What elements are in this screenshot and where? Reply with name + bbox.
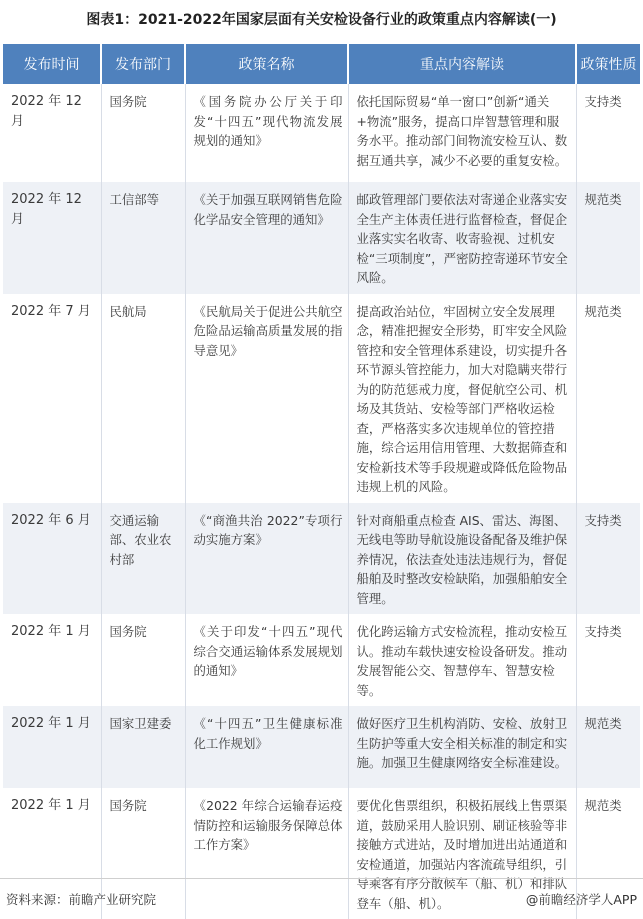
cell-policy-name: 《2022 年综合运输春运疫情防控和运输服务保障总体工作方案》 [185, 788, 348, 919]
cell-policy-name: 《“商渔共治 2022”专项行动实施方案》 [185, 503, 348, 615]
cell-nature: 规范类 [576, 706, 640, 788]
table-row [3, 706, 640, 788]
header-dept: 发布部门 [101, 44, 185, 84]
table-row [3, 614, 640, 706]
header-nature: 政策性质 [576, 44, 640, 84]
cell-date: 2022 年 12 月 [3, 182, 101, 294]
cell-content: 优化跨运输方式安检流程，推动安检互认。推动车载快速安检设备研发。推动发展智能公交、智慧停车、智慧安检等。 [348, 614, 576, 706]
cell-date: 2022 年 1 月 [3, 706, 101, 788]
table-header-row [3, 44, 640, 84]
cell-content: 要优化售票组织，积极拓展线上售票渠道，鼓励采用人脸识别、刷证核验等非接触方式进站，及时增加进出站通道和安检通道，加强站内客流疏导组织，引导乘客有序分散候车（船、机）和排队登车（船、机）。 [348, 788, 576, 919]
cell-nature: 规范类 [576, 182, 640, 294]
cell-date: 2022 年 1 月 [3, 788, 101, 919]
cell-date: 2022 年 6 月 [3, 503, 101, 615]
cell-dept: 国家卫建委 [101, 706, 185, 788]
cell-content: 针对商船重点检查 AIS、雷达、海图、无线电等助导航设施设备配备及维护保养情况，依法查处违法违规行为，督促船舶及时整改安检缺陷，加强船舶安全管理。 [348, 503, 576, 615]
cell-dept: 国务院 [101, 788, 185, 919]
cell-content: 邮政管理部门要依法对寄递企业落实安全生产主体责任进行监督检查，督促企业落实实名收寄、收寄验视、过机安检“三项制度”，严密防控寄递环节安全风险。 [348, 182, 576, 294]
cell-dept: 民航局 [101, 294, 185, 503]
cell-content: 依托国际贸易“单一窗口”创新“通关+物流”服务，提高口岸智慧管理和服务水平。推动部门间物流安检互认、数据互通共享，减少不必要的重复安检。 [348, 84, 576, 182]
cell-nature: 支持类 [576, 84, 640, 182]
cell-policy-name: 《“十四五”卫生健康标准化工作规划》 [185, 706, 348, 788]
cell-date: 2022 年 7 月 [3, 294, 101, 503]
table-row [3, 294, 640, 503]
cell-dept: 工信部等 [101, 182, 185, 294]
cell-content: 提高政治站位，牢固树立安全发展理念，精准把握安全形势，盯牢安全风险管控和安全管理体系建设，切实提升各环节源头管控能力，加大对隐瞒夹带行为的防范惩戒力度，督促航空公司、机场及其货站、安检等部门严格收运检查，严格落实多次违规单位的管控措施，综合运用信用管理、大数据筛查和安检新技术等手段规避或降低危险物品违规上机的风险。 [348, 294, 576, 503]
table-row [3, 182, 640, 294]
cell-content: 做好医疗卫生机构消防、安检、放射卫生防护等重大安全相关标准的制定和实施。加强卫生健康网络安全标准建设。 [348, 706, 576, 788]
cell-policy-name: 《民航局关于促进公共航空危险品运输高质量发展的指导意见》 [185, 294, 348, 503]
cell-date: 2022 年 12 月 [3, 84, 101, 182]
cell-nature: 规范类 [576, 294, 640, 503]
table-row [3, 503, 640, 615]
brand-credit [526, 890, 637, 908]
footer [0, 878, 643, 919]
cell-policy-name: 《关于加强互联网销售危险化学品安全管理的通知》 [185, 182, 348, 294]
cell-policy-name: 《关于印发“十四五”现代综合交通运输体系发展规划的通知》 [185, 614, 348, 706]
header-name: 政策名称 [185, 44, 348, 84]
cell-nature: 支持类 [576, 614, 640, 706]
brand-text: @前瞻经济学人APP [525, 892, 637, 907]
policy-table [3, 44, 640, 919]
cell-nature: 支持类 [576, 503, 640, 615]
cell-policy-name: 《国务院办公厅关于印发“十四五”现代物流发展规划的通知》 [185, 84, 348, 182]
header-date: 发布时间 [3, 44, 101, 84]
cell-dept: 国务院 [101, 614, 185, 706]
cell-date: 2022 年 1 月 [3, 614, 101, 706]
cell-nature: 规范类 [576, 788, 640, 919]
table-row [3, 84, 640, 182]
header-content: 重点内容解读 [348, 44, 576, 84]
source-note: 资料来源：前瞻产业研究院 [6, 892, 157, 907]
chart-title: 图表1：2021-2022年国家层面有关安检设备行业的政策重点内容解读(一) [86, 12, 557, 28]
cell-dept: 国务院 [101, 84, 185, 182]
cell-dept: 交通运输部、农业农村部 [101, 503, 185, 615]
